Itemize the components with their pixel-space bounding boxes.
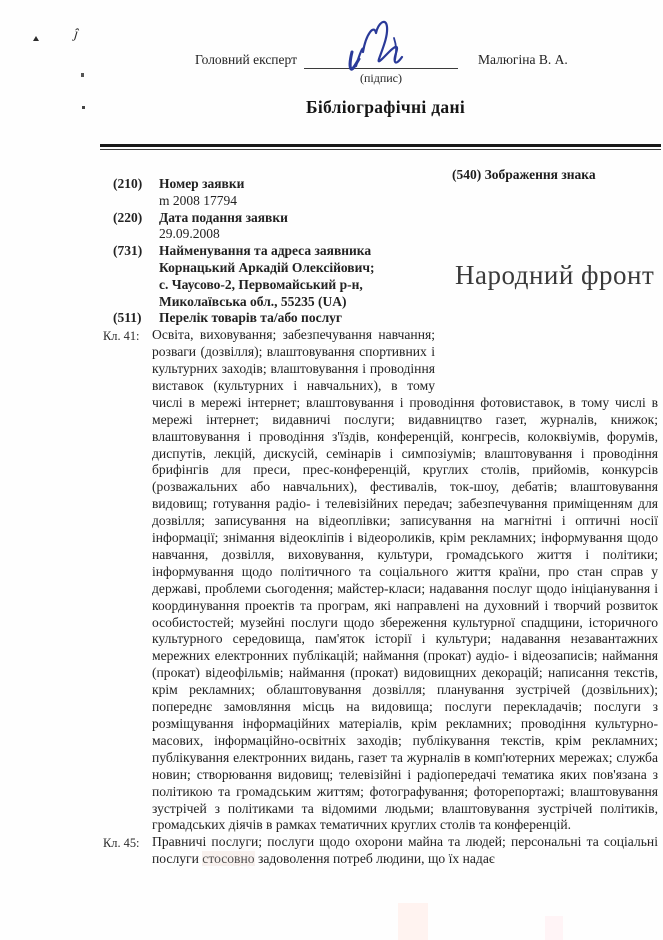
trademark-image-gap — [435, 327, 658, 378]
section-divider — [100, 144, 661, 150]
applicant-address-1: с. Чаусово-2, Первомайський р-н, — [159, 276, 363, 292]
field-code: (731) — [113, 243, 143, 259]
trademark-image-text: Народний фронт — [455, 260, 655, 290]
signature-caption: (підпис) — [359, 71, 403, 85]
field-title: Дата подання заявки — [159, 209, 288, 225]
field-value: m 2008 17794 — [159, 192, 238, 208]
fields-section — [113, 176, 658, 327]
page-title: Бібліографічні дані — [305, 97, 465, 117]
class-45-row — [103, 834, 658, 868]
bibliographic-data — [0, 176, 663, 868]
field-title: Найменування та адреса заявника — [159, 243, 372, 259]
class-41-text: Освіта, виховування; забезпечування навчання; розваги (дозвілля); влаштовування спортивних і культурних заходів; влаштовування і проводіння виставок (культурних і навчальних), в тому числі в мережі інтернет; влаштовування і проводіння фотовиставок, в тому числі в мережі інтернет; видавничі послуги; видавництво газет, журналів, книжок; влаштовування і проводіння з'їздів, конференцій, конгресів, колоквіумів, форумів, диспутів, лекцій, дискусій, семінарів і симпозіумів; влаштовування і проводіння брифінгів для преси, прес-конференцій, круглих столів, прийомів, конкурсів (розважальних або навчальних), фестивалів, ток-шоу, дебатів; влаштовування видовищ; готування радіо- і телевізійних передач; забезпечування приміщенням для дозвілля; записування на відеоплівки; записування на магнітні і оптичні носії інформації; знімання відеокліпів і відеороликів, крім рекламних; інформування щодо навчання, дозвілля, виховування, культури, громадського життя і політики; інформування щодо політичного та соціального життя країни, про стан справ у державі, проблеми сьогодення; майстер-класи; надавання послуг щодо ініціанування і координування проектів та програм, які направлені на духовний і творчий розвиток особистостей; музейні послуги щодо збереження культурної спадщини, історичного культурного середовища, пам'яток історії і культури; надавання незавантажних мережних електронних публікацій; наймання (прокат) аудіо- і відеозаписів; наймання (прокат) відеофільмів; наймання (прокат) видовищних декорацій; написання текстів, крім рекламних; облаштовування дозвілля; планування зустрічей (дозвільних); попереднє замовляння місць на видовища; послуги перекладачів; послуги з розміщування інформаційних матеріалів, крім рекламних; проводіння культурно-масових, інформаційно-освітніх заходів; публікування текстів, крім рекламних; публікування електронних видань, газет та журналів в комп'ютерних мережах; служба новин; створювання видовищ; телевізійні і радіопередачі тематика яких пов'язана з політикою та громадським життям; фотографування; фоторепортажі; влаштовування зустрічей з політиками та відомими людьми; влаштовування зустрічей політиків, громадських діячів в рамках тематичних круглих столів та конференцій. — [152, 327, 658, 833]
scan-speck — [33, 36, 39, 41]
scan-speck — [82, 106, 85, 109]
scan-artifact — [398, 903, 428, 940]
class-45-label: Кл. 45: — [103, 836, 140, 851]
expert-name: Малюгіна В. А. — [478, 52, 568, 67]
class-45-text: Правничі послуги; послуги щодо охорони майна та людей; персональні та соціальні послуги стосовно задоволення потреб людини, що їх надає — [152, 834, 658, 867]
field-code: (210) — [113, 176, 143, 191]
scan-speck — [81, 73, 84, 77]
field-title: Номер заявки — [159, 176, 245, 191]
field-row-731 — [113, 243, 658, 310]
field-code: (511) — [113, 310, 142, 326]
field-row-511 — [113, 310, 658, 327]
field-code: (220) — [113, 209, 143, 225]
service-classes-section — [103, 327, 658, 868]
class-41-row — [103, 327, 658, 834]
field-row-210 — [113, 176, 658, 210]
field-title: Перелік товарів та/або послуг — [159, 310, 343, 326]
scan-squiggle-mark: ĵ — [73, 26, 79, 43]
applicant-name: Корнацький Аркадій Олексійович; — [159, 259, 375, 275]
chief-expert-label: Головний експерт — [195, 52, 297, 67]
class-41-label: Кл. 41: — [103, 329, 140, 344]
scan-artifact — [545, 916, 563, 940]
signature-ink-icon — [338, 16, 422, 74]
field-row-220 — [113, 210, 658, 244]
washed-word: стосовно — [202, 851, 255, 867]
field-value: 29.09.2008 — [159, 226, 220, 242]
applicant-address-2: Миколаївська обл., 55235 (UA) — [159, 293, 347, 309]
trademark-section-header: (540) Зображення знака — [452, 167, 596, 182]
